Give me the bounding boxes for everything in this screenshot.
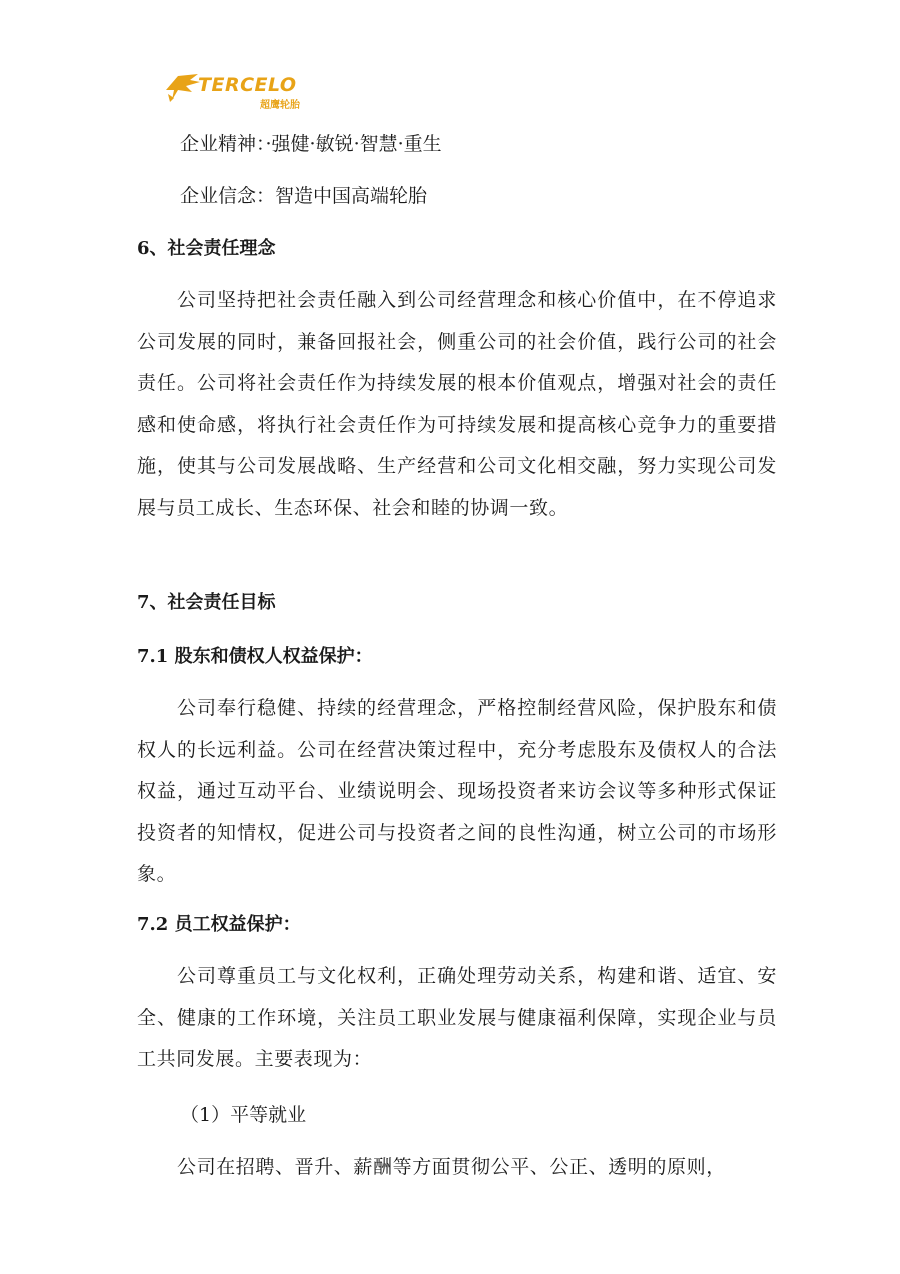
enterprise-belief: 企业信念：智造中国高端轮胎 (180, 185, 428, 207)
enterprise-spirit: 企业精神：·强健·敏锐·智慧·重生 (180, 133, 442, 155)
logo-subtitle: 超鹰轮胎 (260, 100, 300, 111)
section-7-heading: 7、社会责任目标 (137, 592, 276, 613)
list-item-equal-employment: （1）平等就业 (180, 1104, 307, 1126)
section-7-2-heading: 7.2 员工权益保护： (137, 914, 301, 935)
section-6-heading: 6、社会责任理念 (137, 238, 276, 259)
section-7-1-heading: 7.1 股东和债权人权益保护： (137, 646, 373, 667)
equal-employment-body: 公司在招聘、晋升、薪酬等方面贯彻公平、公正、透明的原则， (177, 1156, 726, 1178)
logo-brand-text: TERCELO (198, 74, 297, 96)
section-7-1-body: 公司奉行稳健、持续的经营理念，严格控制经营风险，保护股东和债权人的长远利益。公司在经营决策过程中，充分考虑股东及债权人的合法权益，通过互动平台、业绩说明会、现场投资者来访会议等多种形式保证投资者的知情权，促进公司与投资者之间的良性沟通，树立公司的市场形象。 (137, 697, 777, 886)
section-7-2-body: 公司尊重员工与文化权利，正确处理劳动关系，构建和谐、适宜、安全、健康的工作环境，关注员工职业发展与健康福利保障，实现企业与员工共同发展。主要表现为： (137, 965, 777, 1071)
section-6-body: 公司坚持把社会责任融入到公司经营理念和核心价值中，在不停追求公司发展的同时，兼备回报社会，侧重公司的社会价值，践行公司的社会责任。公司将社会责任作为持续发展的根本价值观点，增强对社会的责任感和使命感，将执行社会责任作为可持续发展和提高核心竞争力的重要措施，使其与公司发展战略、生产经营和公司文化相交融，努力实现公司发展与员工成长、生态环保、社会和睦的协调一致。 (137, 289, 777, 519)
tercelo-logo (164, 70, 314, 114)
